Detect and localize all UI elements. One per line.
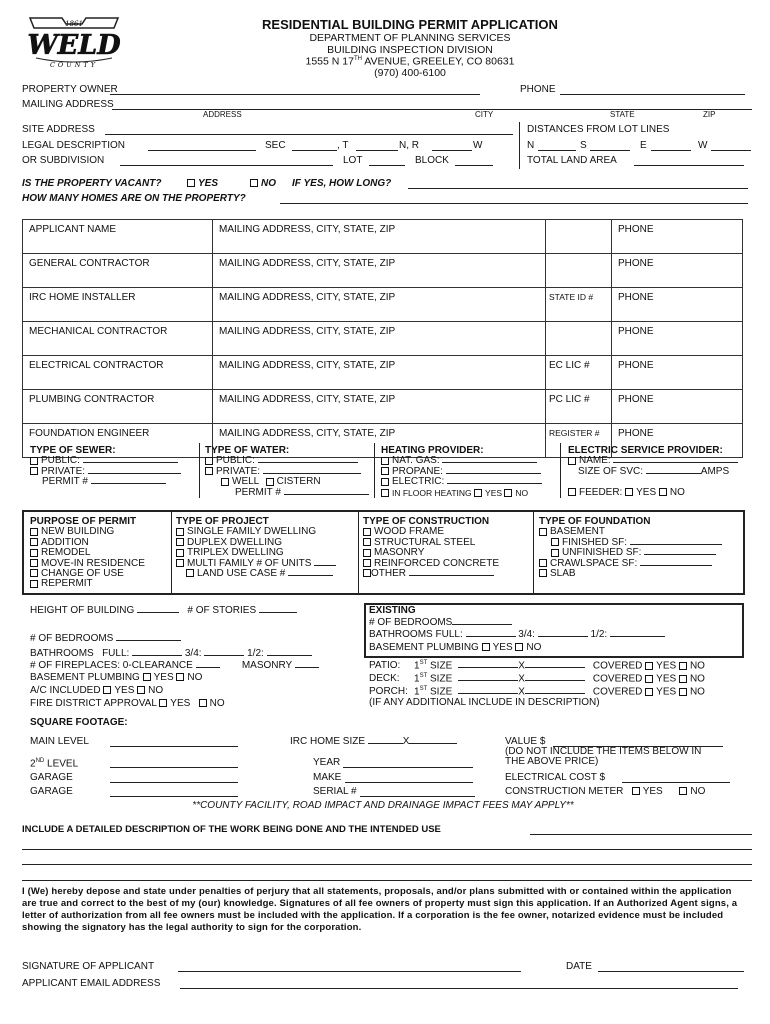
contact-mailing[interactable]: MAILING ADDRESS, CITY, STATE, ZIP <box>213 254 546 288</box>
division: BUILDING INSPECTION DIVISION <box>327 44 493 56</box>
total-land-label: TOTAL LAND AREA <box>527 155 617 166</box>
signature-label: SIGNATURE OF APPLICANT <box>22 961 155 972</box>
r-field[interactable] <box>432 150 472 151</box>
construction-option[interactable]: MASONRY <box>363 548 499 558</box>
heating-electric[interactable]: ELECTRIC: <box>381 477 542 487</box>
checkbox-icon <box>539 569 547 577</box>
construction-title: TYPE OF CONSTRUCTION <box>363 516 490 527</box>
project-section <box>176 517 336 579</box>
checkbox-icon <box>30 457 38 465</box>
n-r-label: N, R <box>399 140 419 151</box>
divider <box>374 443 375 498</box>
bathrooms-row[interactable]: BATHROOMS FULL: 3/4: 1/2: <box>30 649 312 659</box>
make-field[interactable] <box>345 782 473 783</box>
checkbox-icon <box>176 528 184 536</box>
w-label: W <box>473 140 483 151</box>
checkbox-icon <box>645 688 653 696</box>
porch-note: (IF ANY ADDITIONAL INCLUDE IN DESCRIPTION) <box>369 697 600 708</box>
construction-other[interactable]: OTHER <box>363 569 499 579</box>
checkbox-icon <box>205 467 213 475</box>
in-floor-heating[interactable]: IN FLOOR HEATING YES NO <box>381 488 542 498</box>
divider <box>358 512 359 593</box>
description-field-3[interactable] <box>22 864 752 865</box>
checkbox-icon <box>176 559 184 567</box>
dist-w-label: W <box>698 140 708 151</box>
electric-title: ELECTRIC SERVICE PROVIDER: <box>568 445 723 456</box>
declaration-text: I (We) hereby depose and state under penalties of perjury that all statements, proposals, and/or plans submitted with or contained within the application are true and correct to the best of my (our) knowledge. Signatures of all fee owners of property must sign this application. If an Authorized Agent signs, a letter of authorization from all fee owners must be included with the application. If a corporation is the fee owner, notarized evidence must be included showing the signatory has the legal authority to sign for the corporation. <box>22 886 738 933</box>
electric-feeder[interactable]: FEEDER: YES NO <box>568 488 738 498</box>
electric-size[interactable]: SIZE OF SVC: AMPS <box>578 465 730 477</box>
how-long-field[interactable] <box>408 188 748 189</box>
make-label: MAKE <box>313 772 342 783</box>
dist-s-field[interactable] <box>590 150 630 151</box>
purpose-option[interactable]: MOVE-IN RESIDENCE <box>30 559 145 569</box>
divider <box>533 512 534 593</box>
checkbox-icon <box>474 489 482 497</box>
contact-row <box>23 254 743 288</box>
legal-description-label: LEGAL DESCRIPTION <box>22 140 125 151</box>
description-field-1[interactable] <box>530 834 752 835</box>
checkbox-icon <box>381 478 389 486</box>
purpose-section <box>30 517 145 590</box>
foundation-title: TYPE OF FOUNDATION <box>539 516 651 527</box>
garage-field-1[interactable] <box>110 782 238 783</box>
garage-label-1: GARAGE <box>30 772 73 783</box>
dist-n-label: N <box>527 140 535 151</box>
project-title: TYPE OF PROJECT <box>176 516 269 527</box>
sec-label: SEC <box>265 140 286 151</box>
checkbox-icon <box>159 699 167 707</box>
water-permit[interactable]: PERMIT # <box>205 488 369 498</box>
contact-license[interactable] <box>546 254 612 288</box>
form-title: RESIDENTIAL BUILDING PERMIT APPLICATION <box>262 17 558 32</box>
construction-meter[interactable]: CONSTRUCTION METER YES NO <box>505 786 706 797</box>
checkbox-icon <box>551 538 559 546</box>
contact-phone[interactable]: PHONE <box>612 356 743 390</box>
email-label: APPLICANT EMAIL ADDRESS <box>22 978 161 989</box>
contact-row <box>23 356 743 390</box>
contact-role[interactable]: FOUNDATION ENGINEER <box>23 424 213 458</box>
sqft-title: SQUARE FOOTAGE: <box>30 717 128 728</box>
checkbox-icon <box>645 662 653 670</box>
contact-mailing[interactable]: MAILING ADDRESS, CITY, STATE, ZIP <box>213 220 546 254</box>
land-use-case[interactable]: LAND USE CASE # <box>176 569 336 579</box>
water-section <box>205 446 369 498</box>
water-public[interactable]: PUBLIC: <box>205 456 369 466</box>
main-level-label: MAIN LEVEL <box>30 736 89 747</box>
checkbox-icon <box>363 549 371 557</box>
checkbox-icon <box>176 538 184 546</box>
purpose-option[interactable]: NEW BUILDING <box>30 527 145 537</box>
purpose-option[interactable]: REMODEL <box>30 548 145 558</box>
office-phone: (970) 400-6100 <box>374 67 446 79</box>
heating-nat-gas[interactable]: NAT. GAS: <box>381 456 542 466</box>
checkbox-icon <box>250 179 258 187</box>
subdivision-field[interactable] <box>120 165 333 166</box>
heating-title: HEATING PROVIDER: <box>381 445 484 456</box>
homes-field[interactable] <box>280 203 748 204</box>
checkbox-icon <box>679 787 687 795</box>
second-level-field[interactable] <box>110 767 238 768</box>
logo-year: 1861 <box>65 20 83 28</box>
garage-field-2[interactable] <box>110 796 238 797</box>
project-option[interactable]: DUPLEX DWELLING <box>176 538 336 548</box>
purpose-option[interactable]: REPERMIT <box>30 579 145 589</box>
contact-mailing[interactable]: MAILING ADDRESS, CITY, STATE, ZIP <box>213 424 546 458</box>
checkbox-icon <box>30 538 38 546</box>
electrical-cost-field[interactable] <box>622 782 730 783</box>
weld-county-logo <box>26 14 122 70</box>
electric-section <box>568 446 738 498</box>
contact-license[interactable]: EC LIC # <box>546 356 612 390</box>
serial-label: SERIAL # <box>313 786 357 797</box>
bedrooms-row[interactable]: # OF BEDROOMS <box>30 634 181 644</box>
heating-section <box>381 446 542 498</box>
checkbox-icon <box>515 643 523 651</box>
checkbox-icon <box>176 549 184 557</box>
checkbox-icon <box>30 467 38 475</box>
contact-row <box>23 288 743 322</box>
checkbox-icon <box>568 488 576 496</box>
site-divider <box>519 122 520 169</box>
basement-plumbing-row[interactable]: BASEMENT PLUMBING YES NO <box>30 672 203 683</box>
ac-row[interactable]: A/C INCLUDED YES NO <box>30 685 164 696</box>
checkbox-icon <box>381 457 389 465</box>
existing-bathrooms[interactable]: BATHROOMS FULL: 3/4: 1/2: <box>369 630 665 640</box>
contact-phone[interactable]: PHONE <box>612 322 743 356</box>
checkbox-icon <box>221 478 229 486</box>
foundation-crawlspace[interactable]: CRAWLSPACE SF: <box>539 559 722 569</box>
checkbox-icon <box>30 528 38 536</box>
checkbox-icon <box>143 673 151 681</box>
foundation-section <box>539 517 722 579</box>
patio-row[interactable]: PATIO: 1ST SIZE X COVERED YES NO <box>369 660 705 672</box>
checkbox-icon <box>30 580 38 588</box>
description-label: INCLUDE A DETAILED DESCRIPTION OF THE WORK BEING DONE AND THE INTENDED USE <box>22 824 441 835</box>
contact-phone[interactable]: PHONE <box>612 220 743 254</box>
contact-role[interactable]: PLUMBING CONTRACTOR <box>23 390 213 424</box>
contact-role[interactable]: IRC HOME INSTALLER <box>23 288 213 322</box>
checkbox-icon <box>186 569 194 577</box>
construction-option[interactable]: STRUCTURAL STEEL <box>363 538 499 548</box>
lot-label: LOT <box>343 155 363 166</box>
contact-phone[interactable]: PHONE <box>612 254 743 288</box>
subdivision-label: OR SUBDIVISION <box>22 155 105 166</box>
block-label: BLOCK <box>415 155 449 166</box>
sewer-title: TYPE OF SEWER: <box>30 445 116 456</box>
distances-label: DISTANCES FROM LOT LINES <box>527 124 670 135</box>
contact-role[interactable]: GENERAL CONTRACTOR <box>23 254 213 288</box>
checkbox-icon <box>266 478 274 486</box>
logo-county: COUNTY <box>49 61 99 69</box>
dist-n-field[interactable] <box>538 150 576 151</box>
dist-e-label: E <box>640 140 647 151</box>
water-title: TYPE OF WATER: <box>205 445 290 456</box>
signature-field[interactable] <box>178 971 521 972</box>
date-label: DATE <box>566 961 592 972</box>
lot-field[interactable] <box>369 165 405 166</box>
checkbox-icon <box>103 686 111 694</box>
checkbox-icon <box>30 559 38 567</box>
mailing-address-label: MAILING ADDRESS <box>22 99 114 110</box>
year-label: YEAR <box>313 757 341 768</box>
contact-mailing[interactable]: MAILING ADDRESS, CITY, STATE, ZIP <box>213 322 546 356</box>
sub-zip: ZIP <box>703 110 716 119</box>
checkbox-icon <box>632 787 640 795</box>
checkbox-icon <box>176 673 184 681</box>
homes-label: HOW MANY HOMES ARE ON THE PROPERTY? <box>22 193 246 204</box>
vacant-yes[interactable]: YES <box>187 179 218 189</box>
site-address-field[interactable] <box>105 134 513 135</box>
contact-mailing[interactable]: MAILING ADDRESS, CITY, STATE, ZIP <box>213 356 546 390</box>
contact-mailing[interactable]: MAILING ADDRESS, CITY, STATE, ZIP <box>213 390 546 424</box>
contact-license[interactable]: STATE ID # <box>546 288 612 322</box>
checkbox-icon <box>381 467 389 475</box>
purpose-option[interactable]: CHANGE OF USE <box>30 569 145 579</box>
dist-s-label: S <box>580 140 587 151</box>
vacant-question: IS THE PROPERTY VACANT? <box>22 178 162 189</box>
water-private[interactable]: PRIVATE: <box>205 467 369 477</box>
contact-license[interactable] <box>546 322 612 356</box>
logo-wordmark: WELD <box>27 30 121 61</box>
purpose-option[interactable]: ADDITION <box>30 538 145 548</box>
foundation-finished[interactable]: FINISHED SF: <box>539 538 722 548</box>
fees-note: **COUNTY FACILITY, ROAD IMPACT AND DRAINAGE IMPACT FEES MAY APPLY** <box>192 800 574 811</box>
checkbox-icon <box>205 457 213 465</box>
contact-license[interactable] <box>546 220 612 254</box>
irc-size-row[interactable]: IRC HOME SIZE X <box>290 737 457 747</box>
water-well-cistern[interactable]: WELL CISTERN <box>205 477 369 487</box>
project-option[interactable]: TRIPLEX DWELLING <box>176 548 336 558</box>
deck-row[interactable]: DECK: 1ST SIZE X COVERED YES NO <box>369 673 705 685</box>
electric-name[interactable]: NAME: <box>568 456 738 466</box>
checkbox-icon <box>363 528 371 536</box>
foundation-unfinished[interactable]: UNFINISHED SF: <box>539 548 722 558</box>
checkbox-icon <box>625 488 633 496</box>
sewer-section <box>30 446 181 488</box>
checkbox-icon <box>363 538 371 546</box>
sec-field[interactable] <box>292 150 337 151</box>
checkbox-icon <box>199 699 207 707</box>
contacts-table <box>22 219 743 458</box>
divider <box>199 443 200 498</box>
vacant-no[interactable]: NO <box>250 179 276 189</box>
dist-w-field[interactable] <box>711 150 751 151</box>
sub-state: STATE <box>610 110 635 119</box>
main-level-field[interactable] <box>110 746 238 747</box>
property-owner-label: PROPERTY OWNER <box>22 84 118 95</box>
existing-title: EXISTING <box>369 605 416 616</box>
sub-address: ADDRESS <box>203 110 242 119</box>
sewer-public[interactable]: PUBLIC: <box>30 456 181 466</box>
sewer-permit[interactable]: PERMIT # <box>30 477 181 487</box>
description-field-4[interactable] <box>22 880 752 881</box>
contact-row <box>23 220 743 254</box>
foundation-slab[interactable]: SLAB <box>539 569 722 579</box>
sub-city: CITY <box>475 110 494 119</box>
project-option[interactable]: SINGLE FAMILY DWELLING <box>176 527 336 537</box>
checkbox-icon <box>482 643 490 651</box>
date-field[interactable] <box>598 971 744 972</box>
second-level-label: 2ND LEVEL <box>30 758 79 770</box>
porch-row[interactable]: PORCH: 1ST SIZE X COVERED YES NO <box>369 686 705 698</box>
contact-role[interactable]: APPLICANT NAME <box>23 220 213 254</box>
garage-label-2: GARAGE <box>30 786 73 797</box>
value-note-1: (DO NOT INCLUDE THE ITEMS BELOW IN <box>505 746 702 757</box>
electrical-cost-label: ELECTRICAL COST $ <box>505 772 606 783</box>
checkbox-icon <box>551 549 559 557</box>
checkbox-icon <box>504 489 512 497</box>
checkbox-icon <box>679 662 687 670</box>
purpose-title: PURPOSE OF PERMIT <box>30 516 137 527</box>
site-address-label: SITE ADDRESS <box>22 124 95 135</box>
construction-option[interactable]: REINFORCED CONCRETE <box>363 559 499 569</box>
property-owner-field[interactable] <box>110 94 480 95</box>
checkbox-icon <box>539 559 547 567</box>
year-field[interactable] <box>343 767 473 768</box>
divider <box>171 512 172 593</box>
total-land-field[interactable] <box>634 165 744 166</box>
construction-section <box>363 517 499 579</box>
checkbox-icon <box>645 675 653 683</box>
block-field[interactable] <box>455 165 493 166</box>
foundation-basement[interactable]: BASEMENT <box>539 527 722 537</box>
checkbox-icon <box>363 569 371 577</box>
email-field[interactable] <box>180 988 738 989</box>
contact-role[interactable]: ELECTRICAL CONTRACTOR <box>23 356 213 390</box>
contact-phone[interactable]: PHONE <box>612 288 743 322</box>
checkbox-icon <box>381 489 389 497</box>
legal-description-field[interactable] <box>148 150 256 151</box>
checkbox-icon <box>30 549 38 557</box>
contact-row <box>23 390 743 424</box>
checkbox-icon <box>679 688 687 696</box>
contact-mailing[interactable]: MAILING ADDRESS, CITY, STATE, ZIP <box>213 288 546 322</box>
contact-license[interactable]: REGISTER # <box>546 424 612 458</box>
contact-phone[interactable]: PHONE <box>612 390 743 424</box>
fire-district-row[interactable]: FIRE DISTRICT APPROVAL YES NO <box>30 698 225 709</box>
checkbox-icon <box>659 488 667 496</box>
project-option[interactable]: MULTI FAMILY # OF UNITS <box>176 559 336 569</box>
owner-phone-label: PHONE <box>520 84 556 95</box>
existing-basement-plumbing[interactable]: BASEMENT PLUMBING YES NO <box>369 642 542 653</box>
t-label: , T <box>337 140 349 151</box>
value-label: VALUE $ <box>505 736 546 747</box>
contact-phone[interactable]: PHONE <box>612 424 743 458</box>
owner-phone-field[interactable] <box>560 94 745 95</box>
how-long-label: IF YES, HOW LONG? <box>292 178 392 189</box>
fireplaces-row[interactable]: # OF FIREPLACES: 0-CLEARANCE MASONRY <box>30 661 319 671</box>
checkbox-icon <box>30 569 38 577</box>
department: DEPARTMENT OF PLANNING SERVICES <box>309 32 511 44</box>
dist-e-field[interactable] <box>651 150 691 151</box>
sewer-private[interactable]: PRIVATE: <box>30 467 181 477</box>
contact-license[interactable]: PC LIC # <box>546 390 612 424</box>
checkbox-icon <box>568 457 576 465</box>
value-note-2: THE ABOVE PRICE) <box>505 756 599 767</box>
contact-role[interactable]: MECHANICAL CONTRACTOR <box>23 322 213 356</box>
checkbox-icon <box>363 559 371 567</box>
t-field[interactable] <box>356 150 398 151</box>
construction-option[interactable]: WOOD FRAME <box>363 527 499 537</box>
contact-row <box>23 322 743 356</box>
divider <box>560 443 561 498</box>
office-address: 1555 N 17TH AVENUE, GREELEY, CO 80631 <box>305 55 515 68</box>
heating-propane[interactable]: PROPANE: <box>381 467 542 477</box>
existing-bedrooms[interactable]: # OF BEDROOMS <box>369 618 512 628</box>
serial-field[interactable] <box>360 796 475 797</box>
description-field-2[interactable] <box>22 849 752 850</box>
checkbox-icon <box>539 528 547 536</box>
checkbox-icon <box>187 179 195 187</box>
height-row[interactable]: HEIGHT OF BUILDING # OF STORIES <box>30 606 297 616</box>
checkbox-icon <box>679 675 687 683</box>
checkbox-icon <box>137 686 145 694</box>
